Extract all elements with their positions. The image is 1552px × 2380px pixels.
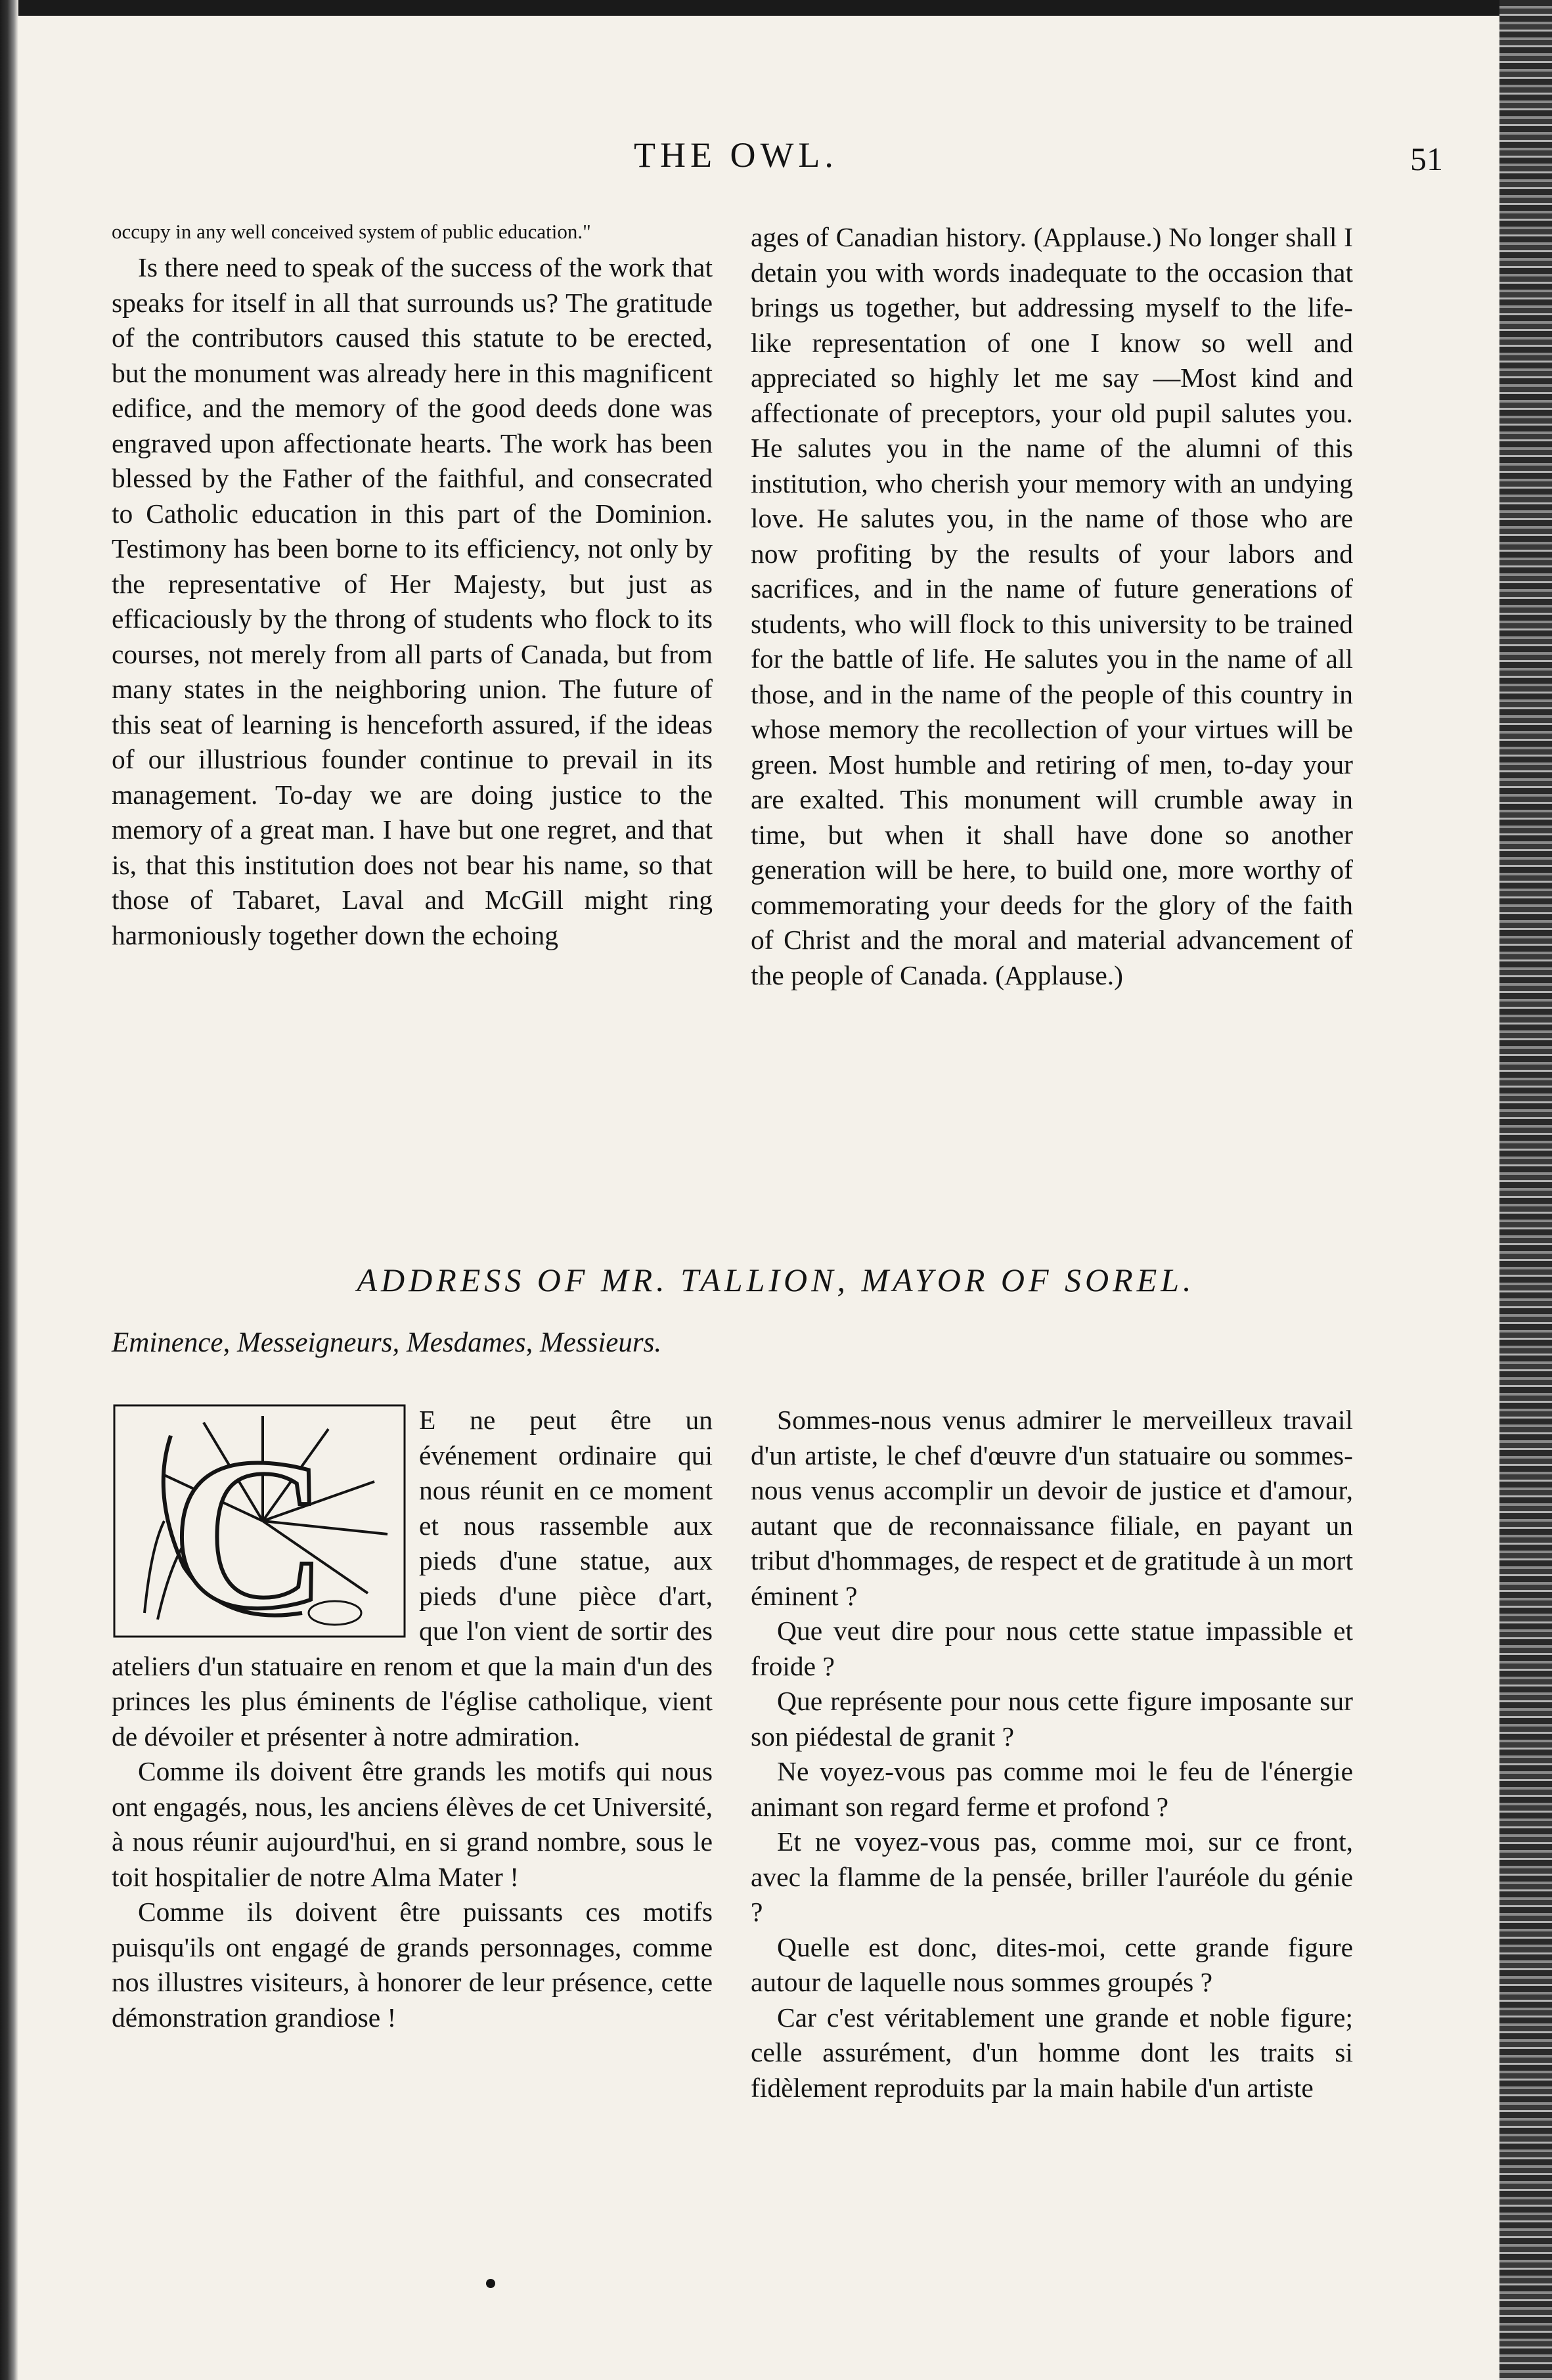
scan-border-right (1499, 0, 1552, 2380)
salutation: Eminence, Messeigneurs, Mesdames, Messieurs. (112, 1327, 662, 1358)
printer-mark (486, 2279, 495, 2288)
paragraph: Car c'est véritablement une grande et noble figure; celle assurément, d'un homme dont les traits si fidèlement reproduits par la main habile d'un artiste (751, 2002, 1353, 2103)
decorated-initial-c-icon (112, 1403, 407, 1639)
drop-cap-letter: C (171, 1414, 328, 1639)
ornamental-drop-cap (112, 1403, 407, 1639)
paragraph: ages of Canadian history. (Applause.) No longer shall I detain you with words inadequate to the occasion that brings us together, but addressing myself to the life-like representation of one I know so well and appreciated so highly let me say —Most kind and affectionate of preceptors, your old pupil salutes you. He salutes you in the name of the alumni of this institution, who cherish your memory with an undying love. He salutes you, in the name of those who are now profiting by the results of your labors and sacrifices, and in the name of future generations of students, who will flock to this university to be trained for the battle of life. He salutes you in the name of all those, and in the name of the people of this country in whose memory the recollection of your virtues will be green. Most humble and retiring of men, to-day your are exalted. This monument will crumble away in time, but when it shall have done so another generation will be here, to build one, more worthy of commemorating your deeds for the glory of the faith of Christ and the moral and material advancement of the people of Canada. (Applause.) (751, 222, 1353, 990)
paragraph: Is there need to speak of the success of the work that speaks for itself in all that surrounds us? The gratitude of the contributors caused this statute to be erected, but the monument was already here in this magnificent edifice, and the memory of the good deeds done was engraved upon affectionate hearts. The work has been blessed by the Father of the faithful, and consecrated to Catholic education in this part of the Dominion. Testimony has been borne to its efficiency, not only by the representative of Her Majesty, but just as efficaciously by the throng of students who flock to its courses, not merely from all parts of Canada, but from many states in the neighboring union. The future of this seat of learning is henceforth assured, if the ideas of our illustrious founder continue to prevail in its management. To-day we are doing justice to the memory of a great man. I have but one regret, and that is, that this institution does not bear his name, so that those of Tabaret, Laval and McGill might ring harmoniously together down the echoing (112, 252, 713, 950)
column-right-top (751, 220, 1353, 993)
paragraph: Ne voyez-vous pas comme moi le feu de l'énergie animant son regard ferme et profond ? (751, 1756, 1353, 1822)
paragraph: Comme ils doivent être grands les motifs qui nous ont engagés, nous, les anciens élèves de cet Université, à nous réunir aujourd'hui, en si grand nombre, sous le toit hospitalier de notre Alma Mater ! (112, 1756, 713, 1892)
paragraph: occupy in any well conceived system of public education." (112, 220, 591, 243)
paragraph: Quelle est donc, dites-moi, cette grande figure autour de laquelle nous sommes groupés ? (751, 1931, 1353, 1997)
page-number: 51 (1410, 141, 1443, 177)
column-left-top (112, 220, 713, 953)
scan-border-top (0, 0, 1552, 16)
journal-title: THE OWL. (634, 135, 838, 175)
paragraph: Que représente pour nous cette figure imposante sur son piédestal de granit ? (751, 1686, 1353, 1752)
column-left-bottom (112, 1403, 713, 2035)
paragraph: Et ne voyez-vous pas, comme moi, sur ce front, avec la flamme de la pensée, briller l'auréole du génie ? (751, 1826, 1353, 1927)
paragraph: Sommes-nous venus admirer le merveilleux travail d'un artiste, le chef d'œuvre d'un statuaire ou sommes-nous venus accomplir un devoir de justice et d'amour, autant que de reconnaissance filiale, en payant un tribut d'hommages, de respect et de gratitude à un mort éminent ? (751, 1405, 1353, 1611)
column-right-bottom (751, 1403, 1353, 2105)
section-heading: ADDRESS OF MR. TALLION, MAYOR OF SOREL. (357, 1262, 1195, 1298)
paragraph: E ne peut être un événement ordinaire qui nous réunit en ce moment et nous rassemble aux pieds d'une statue, aux pieds d'une pièce d'art, que l'on vient de sortir des ateliers d'un statuaire en renom et que la main d'un des princes les plus éminents de l'église catholique, vient de dévoiler et présenter à notre admiration. (112, 1405, 713, 1752)
scan-border-left (0, 0, 18, 2380)
paragraph: Que veut dire pour nous cette statue impassible et froide ? (751, 1616, 1353, 1681)
paragraph: Comme ils doivent être puissants ces motifs puisqu'ils ont engagé de grands personnages, comme nos illustres visiteurs, à honorer de leur présence, cette démonstration grandiose ! (112, 1897, 713, 2033)
